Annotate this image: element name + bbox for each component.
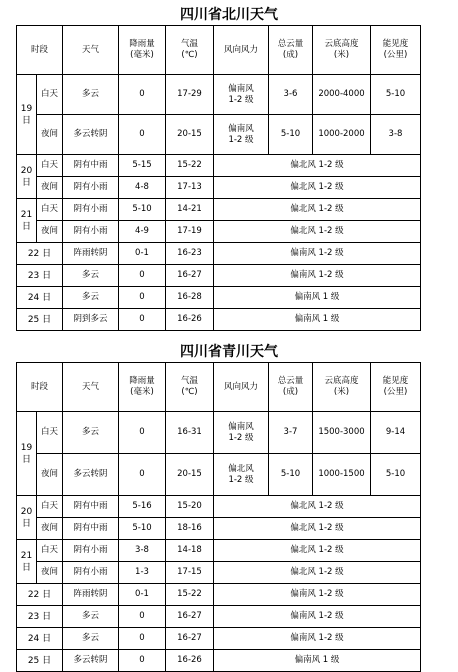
rain-cell: 0 <box>119 454 166 496</box>
table-row <box>17 584 421 606</box>
header-period: 时段 <box>17 26 63 75</box>
header-weather: 天气 <box>63 363 119 412</box>
rain-cell: 0 <box>119 606 166 628</box>
weather-cell: 阵雨转阴 <box>63 243 119 265</box>
table-row <box>17 155 421 177</box>
weather-cell: 多云 <box>63 606 119 628</box>
temp-cell: 17-13 <box>166 177 214 199</box>
weather-cell: 多云 <box>63 412 119 454</box>
period-cell: 白天 <box>37 155 63 177</box>
table-row <box>17 562 421 584</box>
weather-cell: 阵雨转阴 <box>63 584 119 606</box>
period-cell: 白天 <box>37 496 63 518</box>
wind-cell: 偏南风 1-2 级 <box>214 628 421 650</box>
table-row <box>17 221 421 243</box>
wind-cell: 偏北风 1-2 级 <box>214 540 421 562</box>
period-cell: 白天 <box>37 412 63 454</box>
wind-cell: 偏南风 1 级 <box>214 309 421 331</box>
rain-cell: 5-16 <box>119 496 166 518</box>
temp-cell: 16-27 <box>166 265 214 287</box>
temp-cell: 17-29 <box>166 75 214 115</box>
table-row <box>17 606 421 628</box>
wind-cell: 偏北风 1-2 级 <box>214 496 421 518</box>
wind-cell: 偏南风 1-2 级 <box>214 265 421 287</box>
rain-cell: 4-8 <box>119 177 166 199</box>
temp-cell: 17-15 <box>166 562 214 584</box>
wind-cell: 偏南风 1-2 级 <box>214 412 269 454</box>
wind-cell: 偏南风 1-2 级 <box>214 243 421 265</box>
section-title-beichuan: 四川省北川天气 <box>180 7 278 23</box>
wind-cell: 偏北风 1-2 级 <box>214 562 421 584</box>
weather-cell: 阴有中雨 <box>63 518 119 540</box>
wind-cell: 偏南风 1-2 级 <box>214 75 269 115</box>
rain-cell: 4-9 <box>119 221 166 243</box>
weather-cell: 阴有小雨 <box>63 540 119 562</box>
rain-cell: 3-8 <box>119 540 166 562</box>
period-cell: 夜间 <box>37 518 63 540</box>
date-cell: 21 日 <box>17 540 37 584</box>
table-row <box>17 287 421 309</box>
header-temp: 气温 (℃) <box>166 363 214 412</box>
rain-cell: 0 <box>119 287 166 309</box>
cloud-cell: 5-10 <box>269 454 313 496</box>
wind-cell: 偏南风 1 级 <box>214 287 421 309</box>
visibility-cell: 5-10 <box>371 454 421 496</box>
weather-cell: 阴有中雨 <box>63 496 119 518</box>
temp-cell: 16-28 <box>166 287 214 309</box>
rain-cell: 5-10 <box>119 518 166 540</box>
rain-cell: 0 <box>119 75 166 115</box>
header-ceiling: 云底高度 (米) <box>313 26 371 75</box>
table-row <box>17 115 421 155</box>
weather-cell: 阴有小雨 <box>63 221 119 243</box>
temp-cell: 17-19 <box>166 221 214 243</box>
table-row <box>17 628 421 650</box>
wind-cell: 偏北风 1-2 级 <box>214 177 421 199</box>
weather-cell: 多云 <box>63 628 119 650</box>
header-cloud: 总云量 (成) <box>269 363 313 412</box>
period-cell: 白天 <box>37 540 63 562</box>
header-row <box>17 26 421 75</box>
period-cell: 夜间 <box>37 221 63 243</box>
date-cell: 22 日 <box>17 584 63 606</box>
date-cell: 20 日 <box>17 496 37 540</box>
visibility-cell: 3-8 <box>371 115 421 155</box>
header-wind: 风向风力 <box>214 26 269 75</box>
temp-cell: 16-27 <box>166 628 214 650</box>
weather-cell: 多云 <box>63 265 119 287</box>
period-cell: 白天 <box>37 75 63 115</box>
wind-cell: 偏北风 1-2 级 <box>214 454 269 496</box>
cloud-cell: 5-10 <box>269 115 313 155</box>
table-row <box>17 454 421 496</box>
temp-cell: 20-15 <box>166 115 214 155</box>
date-cell: 24 日 <box>17 287 63 309</box>
table-row <box>17 650 421 672</box>
temp-cell: 15-22 <box>166 584 214 606</box>
date-cell: 19 日 <box>17 75 37 155</box>
weather-table-qingchuan <box>16 362 421 672</box>
ceiling-cell: 2000-4000 <box>313 75 371 115</box>
wind-cell: 偏北风 1-2 级 <box>214 518 421 540</box>
header-rain: 降雨量 (毫米) <box>119 363 166 412</box>
table-row <box>17 199 421 221</box>
weather-cell: 多云转阴 <box>63 454 119 496</box>
date-cell: 23 日 <box>17 265 63 287</box>
temp-cell: 16-31 <box>166 412 214 454</box>
date-cell: 23 日 <box>17 606 63 628</box>
rain-cell: 0 <box>119 412 166 454</box>
weather-cell: 阴有中雨 <box>63 155 119 177</box>
temp-cell: 15-20 <box>166 496 214 518</box>
rain-cell: 0 <box>119 650 166 672</box>
period-cell: 夜间 <box>37 177 63 199</box>
temp-cell: 18-16 <box>166 518 214 540</box>
date-cell: 22 日 <box>17 243 63 265</box>
table-row <box>17 412 421 454</box>
wind-cell: 偏北风 1-2 级 <box>214 199 421 221</box>
rain-cell: 1-3 <box>119 562 166 584</box>
date-cell: 20 日 <box>17 155 37 199</box>
weather-cell: 多云 <box>63 75 119 115</box>
rain-cell: 0 <box>119 309 166 331</box>
table-row <box>17 309 421 331</box>
weather-cell: 阴到多云 <box>63 309 119 331</box>
temp-cell: 16-26 <box>166 650 214 672</box>
header-temp: 气温 (℃) <box>166 26 214 75</box>
wind-cell: 偏北风 1-2 级 <box>214 155 421 177</box>
rain-cell: 0 <box>119 265 166 287</box>
header-period: 时段 <box>17 363 63 412</box>
cloud-cell: 3-7 <box>269 412 313 454</box>
period-cell: 夜间 <box>37 562 63 584</box>
table-row <box>17 496 421 518</box>
header-weather: 天气 <box>63 26 119 75</box>
period-cell: 夜间 <box>37 454 63 496</box>
header-cloud: 总云量 (成) <box>269 26 313 75</box>
weather-cell: 阴有小雨 <box>63 177 119 199</box>
rain-cell: 0 <box>119 115 166 155</box>
wind-cell: 偏北风 1-2 级 <box>214 221 421 243</box>
temp-cell: 14-18 <box>166 540 214 562</box>
temp-cell: 16-23 <box>166 243 214 265</box>
header-rain: 降雨量 (毫米) <box>119 26 166 75</box>
ceiling-cell: 1000-2000 <box>313 115 371 155</box>
header-ceiling: 云底高度 (米) <box>313 363 371 412</box>
rain-cell: 0 <box>119 628 166 650</box>
section-title-qingchuan: 四川省青川天气 <box>180 344 278 360</box>
weather-cell: 多云 <box>63 287 119 309</box>
temp-cell: 15-22 <box>166 155 214 177</box>
table-row <box>17 540 421 562</box>
temp-cell: 16-26 <box>166 309 214 331</box>
weather-table-beichuan <box>16 25 421 331</box>
weather-cell: 多云转阴 <box>63 650 119 672</box>
temp-cell: 14-21 <box>166 199 214 221</box>
rain-cell: 0-1 <box>119 584 166 606</box>
rain-cell: 5-15 <box>119 155 166 177</box>
header-row <box>17 363 421 412</box>
rain-cell: 5-10 <box>119 199 166 221</box>
header-wind: 风向风力 <box>214 363 269 412</box>
ceiling-cell: 1000-1500 <box>313 454 371 496</box>
date-cell: 25 日 <box>17 309 63 331</box>
temp-cell: 20-15 <box>166 454 214 496</box>
table-row <box>17 243 421 265</box>
wind-cell: 偏南风 1-2 级 <box>214 606 421 628</box>
weather-cell: 多云转阴 <box>63 115 119 155</box>
table-row <box>17 265 421 287</box>
temp-cell: 16-27 <box>166 606 214 628</box>
period-cell: 夜间 <box>37 115 63 155</box>
visibility-cell: 5-10 <box>371 75 421 115</box>
table-row <box>17 518 421 540</box>
table-row <box>17 177 421 199</box>
date-cell: 21 日 <box>17 199 37 243</box>
ceiling-cell: 1500-3000 <box>313 412 371 454</box>
wind-cell: 偏南风 1 级 <box>214 650 421 672</box>
visibility-cell: 9-14 <box>371 412 421 454</box>
table-row <box>17 75 421 115</box>
weather-cell: 阴有小雨 <box>63 199 119 221</box>
date-cell: 19 日 <box>17 412 37 496</box>
cloud-cell: 3-6 <box>269 75 313 115</box>
weather-cell: 阴有小雨 <box>63 562 119 584</box>
wind-cell: 偏南风 1-2 级 <box>214 115 269 155</box>
header-visibility: 能见度 (公里) <box>371 363 421 412</box>
rain-cell: 0-1 <box>119 243 166 265</box>
wind-cell: 偏南风 1-2 级 <box>214 584 421 606</box>
date-cell: 25 日 <box>17 650 63 672</box>
date-cell: 24 日 <box>17 628 63 650</box>
period-cell: 白天 <box>37 199 63 221</box>
header-visibility: 能见度 (公里) <box>371 26 421 75</box>
